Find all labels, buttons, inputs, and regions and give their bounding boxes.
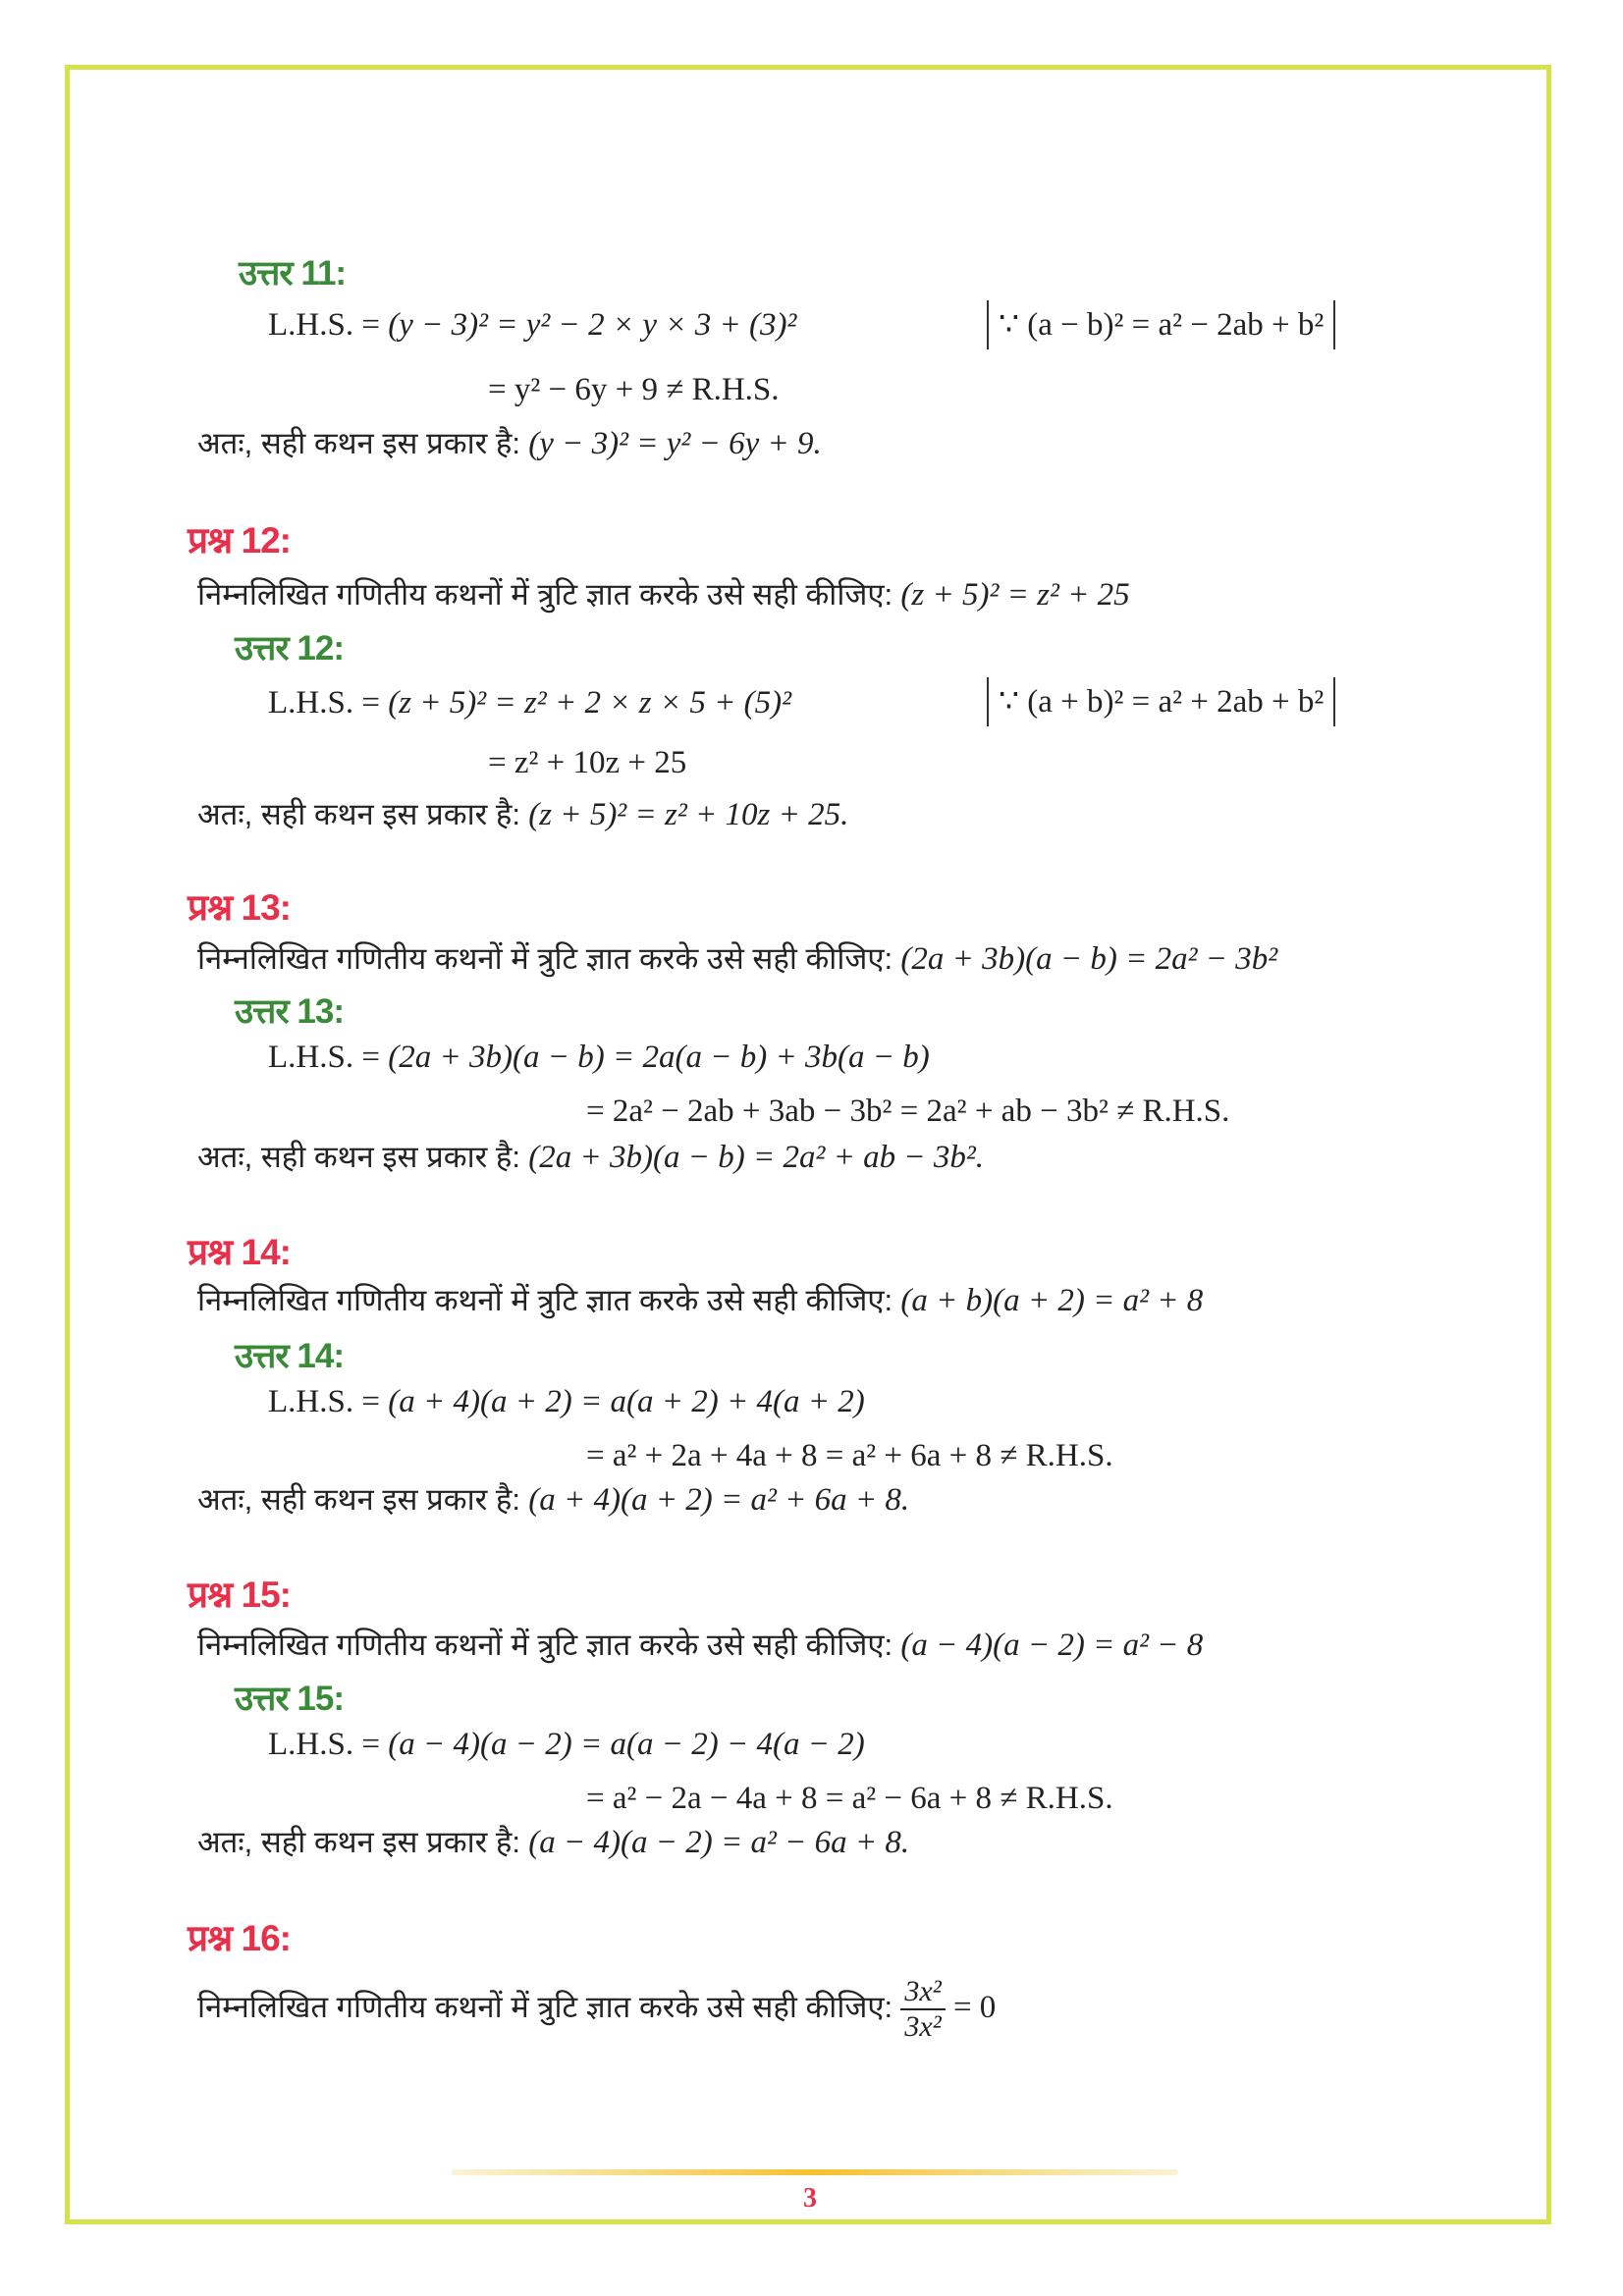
- fraction-numerator: 3x²: [900, 1975, 945, 2010]
- fraction: [900, 1975, 945, 2044]
- question-13-heading: प्रश्न 13:: [188, 887, 291, 928]
- answer-12-lhs: [268, 681, 791, 724]
- lhs-expression: (a + 4)(a + 2) = a(a + 2) + 4(a + 2): [388, 1384, 865, 1419]
- lhs-expression: (a − 4)(a − 2) = a(a − 2) − 4(a − 2): [388, 1727, 865, 1762]
- question-12-heading: प्रश्न 12:: [188, 520, 291, 561]
- prompt-text: निम्नलिखित गणितीय कथनों में त्रुटि ज्ञात करके उसे सही कीजिए:: [197, 1283, 893, 1317]
- answer-13-lhs: [268, 1036, 930, 1079]
- prompt-text: निम्नलिखित गणितीय कथनों में त्रुटि ज्ञात करके उसे सही कीजिए:: [197, 1990, 893, 2024]
- answer-12-step2: = z² + 10z + 25: [488, 745, 687, 780]
- answer-12-identity: ∵ (a + b)² = a² + 2ab + b²: [987, 677, 1335, 726]
- answer-15-step2: = a² − 2a − 4a + 8 = a² − 6a + 8 ≠ R.H.S.: [586, 1781, 1113, 1816]
- footer-divider: [452, 2169, 1178, 2175]
- question-14-prompt: [197, 1279, 1203, 1322]
- lhs-label: L.H.S. =: [268, 307, 380, 343]
- conclusion-label: अतः, सही कथन इस प्रकार है:: [197, 1140, 520, 1174]
- answer-15-heading: उत्तर 15:: [235, 1680, 344, 1718]
- conclusion-expression: (2a + 3b)(a − b) = 2a² + ab − 3b².: [528, 1140, 985, 1175]
- prompt-text: निम्नलिखित गणितीय कथनों में त्रुटि ज्ञात करके उसे सही कीजिए:: [197, 941, 893, 976]
- question-15-prompt: [197, 1624, 1203, 1667]
- statement: (z + 5)² = z² + 25: [900, 577, 1130, 613]
- conclusion-expression: (a + 4)(a + 2) = a² + 6a + 8.: [528, 1482, 910, 1518]
- answer-14-lhs: [268, 1380, 865, 1423]
- answer-12-heading: उत्तर 12:: [235, 629, 344, 667]
- conclusion-label: अतः, सही कथन इस प्रकार है:: [197, 1825, 520, 1859]
- lhs-label: L.H.S. =: [268, 1040, 380, 1075]
- conclusion-expression: (y − 3)² = y² − 6y + 9.: [528, 426, 822, 461]
- answer-13-heading: उत्तर 13:: [235, 992, 344, 1031]
- conclusion-label: अतः, सही कथन इस प्रकार है:: [197, 1482, 520, 1517]
- answer-14-heading: उत्तर 14:: [235, 1337, 344, 1375]
- answer-11-identity: ∵ (a − b)² = a² − 2ab + b²: [987, 300, 1335, 349]
- answer-12-conclusion: [197, 793, 848, 836]
- conclusion-expression: (a − 4)(a − 2) = a² − 6a + 8.: [528, 1825, 910, 1860]
- answer-11-heading: उत्तर 11:: [239, 254, 347, 293]
- statement-rhs: = 0: [952, 1990, 997, 2025]
- statement: (a + b)(a + 2) = a² + 8: [900, 1283, 1204, 1318]
- answer-13-conclusion: [197, 1136, 984, 1179]
- lhs-label: L.H.S. =: [268, 1727, 380, 1762]
- answer-14-conclusion: [197, 1478, 909, 1522]
- answer-11-step2: = y² − 6y + 9 ≠ R.H.S.: [488, 372, 780, 407]
- fraction-denominator: 3x²: [904, 2010, 942, 2044]
- conclusion-expression: (z + 5)² = z² + 10z + 25.: [528, 797, 849, 832]
- answer-15-conclusion: [197, 1821, 909, 1864]
- answer-11-conclusion: [197, 422, 822, 465]
- lhs-expression: (z + 5)² = z² + 2 × z × 5 + (5)²: [388, 685, 791, 721]
- conclusion-label: अतः, सही कथन इस प्रकार है:: [197, 797, 520, 831]
- question-14-heading: प्रश्न 14:: [188, 1232, 291, 1272]
- lhs-label: L.H.S. =: [268, 1384, 380, 1419]
- answer-13-step2: = 2a² − 2ab + 3ab − 3b² = 2a² + ab − 3b² ≠ R.H.S.: [586, 1094, 1230, 1129]
- lhs-label: L.H.S. =: [268, 685, 380, 721]
- page-number: 3: [803, 2183, 817, 2214]
- prompt-text: निम्नलिखित गणितीय कथनों में त्रुटि ज्ञात करके उसे सही कीजिए:: [197, 577, 893, 612]
- lhs-expression: (2a + 3b)(a − b) = 2a(a − b) + 3b(a − b): [388, 1040, 930, 1075]
- question-13-prompt: [197, 937, 1277, 981]
- question-16-prompt: [197, 1968, 996, 2047]
- prompt-text: निम्नलिखित गणितीय कथनों में त्रुटि ज्ञात करके उसे सही कीजिए:: [197, 1628, 893, 1662]
- question-12-prompt: [197, 573, 1130, 616]
- answer-15-lhs: [268, 1723, 865, 1766]
- question-15-heading: प्रश्न 15:: [188, 1575, 291, 1615]
- lhs-expression: (y − 3)² = y² − 2 × y × 3 + (3)²: [388, 307, 797, 343]
- statement: (2a + 3b)(a − b) = 2a² − 3b²: [900, 941, 1278, 977]
- answer-11-lhs: [268, 303, 796, 347]
- conclusion-label: अतः, सही कथन इस प्रकार है:: [197, 426, 520, 460]
- question-16-heading: प्रश्न 16:: [188, 1918, 291, 1958]
- statement: (a − 4)(a − 2) = a² − 8: [900, 1628, 1204, 1663]
- answer-14-step2: = a² + 2a + 4a + 8 = a² + 6a + 8 ≠ R.H.S.: [586, 1438, 1113, 1473]
